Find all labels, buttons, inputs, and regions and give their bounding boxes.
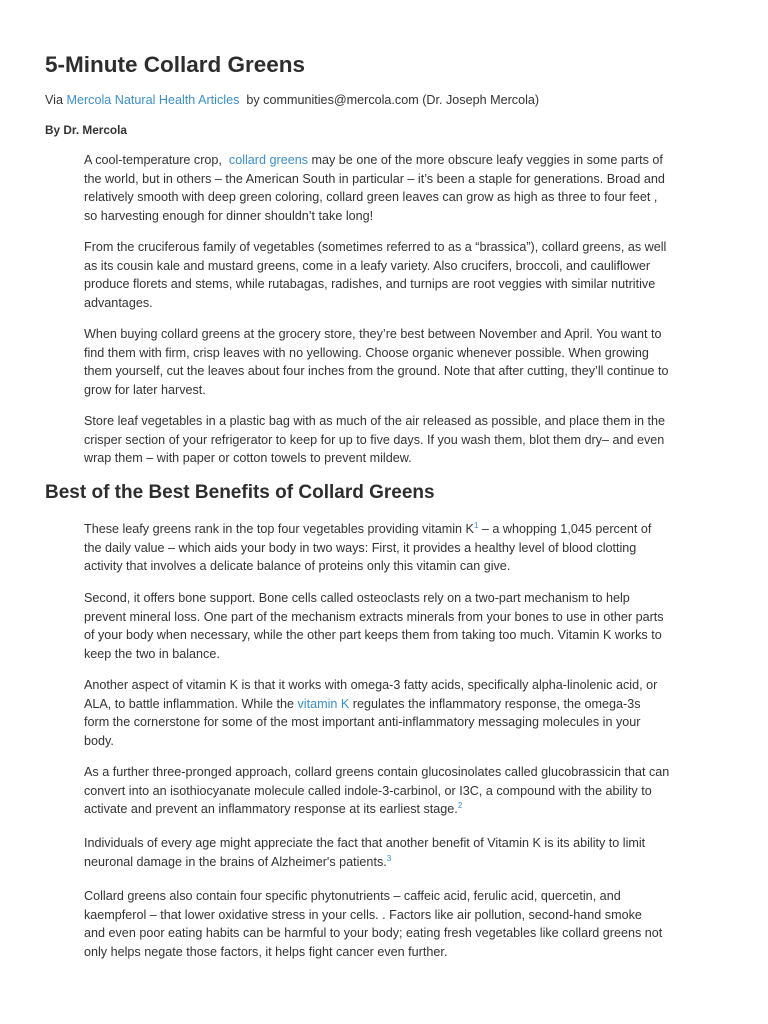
text-line: advantages. <box>84 295 153 310</box>
text-fragment: neuronal damage in the brains of Alzheimer's patients. <box>84 854 387 869</box>
via-prefix: Via <box>45 93 63 107</box>
collard-greens-link[interactable]: collard greens <box>228 153 309 167</box>
byline: By Dr. Mercola <box>45 123 127 137</box>
footnote-3[interactable]: 3 <box>386 853 392 863</box>
section-heading-benefits: Best of the Best Benefits of Collard Greens <box>45 482 435 503</box>
text-fragment: These leafy greens rank in the top four vegetables providing vitamin K <box>84 522 474 536</box>
paragraph-phytonutrients <box>84 887 684 961</box>
text-line: keep the two in balance. <box>84 646 220 661</box>
text-line: Individuals of every age might appreciate the fact that another benefit of Vitamin K is its ability to limit <box>84 836 646 850</box>
text-line: As a further three-pronged approach, collard greens contain glucosinolates called glucobrassicin that can <box>84 765 670 779</box>
text-line: find them with firm, crisp leaves with no yellowing. Choose organic whenever possible. When growing <box>84 345 649 360</box>
vitamin-k-link[interactable]: vitamin K <box>297 696 350 711</box>
text-line: grow for later harvest. <box>84 382 206 397</box>
text-line: of your body when necessary, while the other part keeps them from taking too much. Vitamin K works to <box>84 628 662 643</box>
page-title: 5-Minute Collard Greens <box>45 52 306 77</box>
text-line: crisper section of your refrigerator to keep for up to five days. If you wash them, blot them dry– and even <box>84 432 665 447</box>
paragraph-vitamin-k <box>84 520 684 576</box>
text-line: only helps negate those factors, it helps fight cancer even further. <box>84 944 448 959</box>
paragraph-storing <box>84 412 684 468</box>
text-line: convert into an isothiocyanate molecule called indole-3-carbinol, or I3C, a compound with the ability to <box>84 783 652 798</box>
text-line: produce florets and stems, while rutabagas, radishes, and turnips are root veggies with similar nutritive <box>84 277 656 292</box>
text-line: the world, but in others – the American South in particular – it’s been a staple for generations. Broad and <box>84 171 665 186</box>
text-line: them yourself, cut the leaves about four inches from the ground. Note that after cutting, they’ll continue to <box>84 364 669 379</box>
text-line: wrap them – with paper or cotton towels to prevent mildew. <box>84 451 412 466</box>
text-line: relatively smooth with deep green coloring, collard green leaves can grow as high as three to four feet , <box>84 190 658 205</box>
source-line <box>45 91 539 109</box>
text-line: kaempferol – that lower oxidative stress in your cells. . Factors like air pollution, second-hand smoke <box>84 907 642 922</box>
text-fragment: – a whopping 1,045 percent of <box>478 522 652 536</box>
text-line: form the cornerstone for some of the most important anti-inflammatory messaging molecules in your <box>84 715 641 730</box>
paragraph-alzheimers <box>84 834 684 871</box>
footnote-1[interactable]: 1 <box>473 521 479 530</box>
source-author: by communities@mercola.com (Dr. Joseph Mercola) <box>246 93 540 107</box>
paragraph-glucosinolates <box>84 763 684 819</box>
text-fragment: may be one of the more obscure leafy veggies in some parts of <box>311 153 663 167</box>
text-fragment: ALA, to battle inflammation. While the <box>84 696 294 711</box>
text-fragment: regulates the inflammatory response, the omega-3s <box>352 696 641 711</box>
text-line: Another aspect of vitamin K is that it works with omega-3 fatty acids, specifically alpha-linolenic acid, or <box>84 678 658 692</box>
text-fragment: A cool-temperature crop, <box>84 153 222 167</box>
text-line: and even poor eating habits can be harmful to your body; eating fresh vegetables like collard greens not <box>84 926 663 941</box>
paragraph-buying <box>84 325 684 399</box>
text-line: From the cruciferous family of vegetables (sometimes referred to as a “brassica”), collard greens, as well <box>84 240 667 254</box>
text-line: the daily value – which aids your body in two ways: First, it provides a healthy level of blood clotting <box>84 540 637 555</box>
paragraph-cruciferous <box>84 238 684 312</box>
paragraph-bone-support <box>84 589 684 663</box>
text-line: as its cousin kale and mustard greens, come in a leafy variety. Also crucifers, broccoli, and cauliflower <box>84 258 651 273</box>
text-line: Second, it offers bone support. Bone cells called osteoclasts rely on a two-part mechanism to help <box>84 591 630 605</box>
paragraph-omega-3 <box>84 676 684 750</box>
text-line: body. <box>84 733 114 748</box>
footnote-2[interactable]: 2 <box>457 801 463 811</box>
text-line: prevent mineral loss. One part of the mechanism extracts minerals from your bones to use in other parts <box>84 609 664 624</box>
text-fragment: activate and prevent an inflammatory response at its earliest stage. <box>84 802 458 817</box>
paragraph-intro <box>84 151 684 225</box>
text-line: Collard greens also contain four specific phytonutrients – caffeic acid, ferulic acid, quercetin, and <box>84 889 621 903</box>
text-line: When buying collard greens at the grocery store, they’re best between November and April. You want to <box>84 327 662 341</box>
text-line: activity that involves a delicate balance of proteins only this vitamin can give. <box>84 559 511 574</box>
text-line: Store leaf vegetables in a plastic bag with as much of the air released as possible, and place them in the <box>84 414 666 428</box>
source-link[interactable]: Mercola Natural Health Articles <box>66 93 240 107</box>
text-line: so harvesting enough for dinner shouldn’t take long! <box>84 208 374 223</box>
